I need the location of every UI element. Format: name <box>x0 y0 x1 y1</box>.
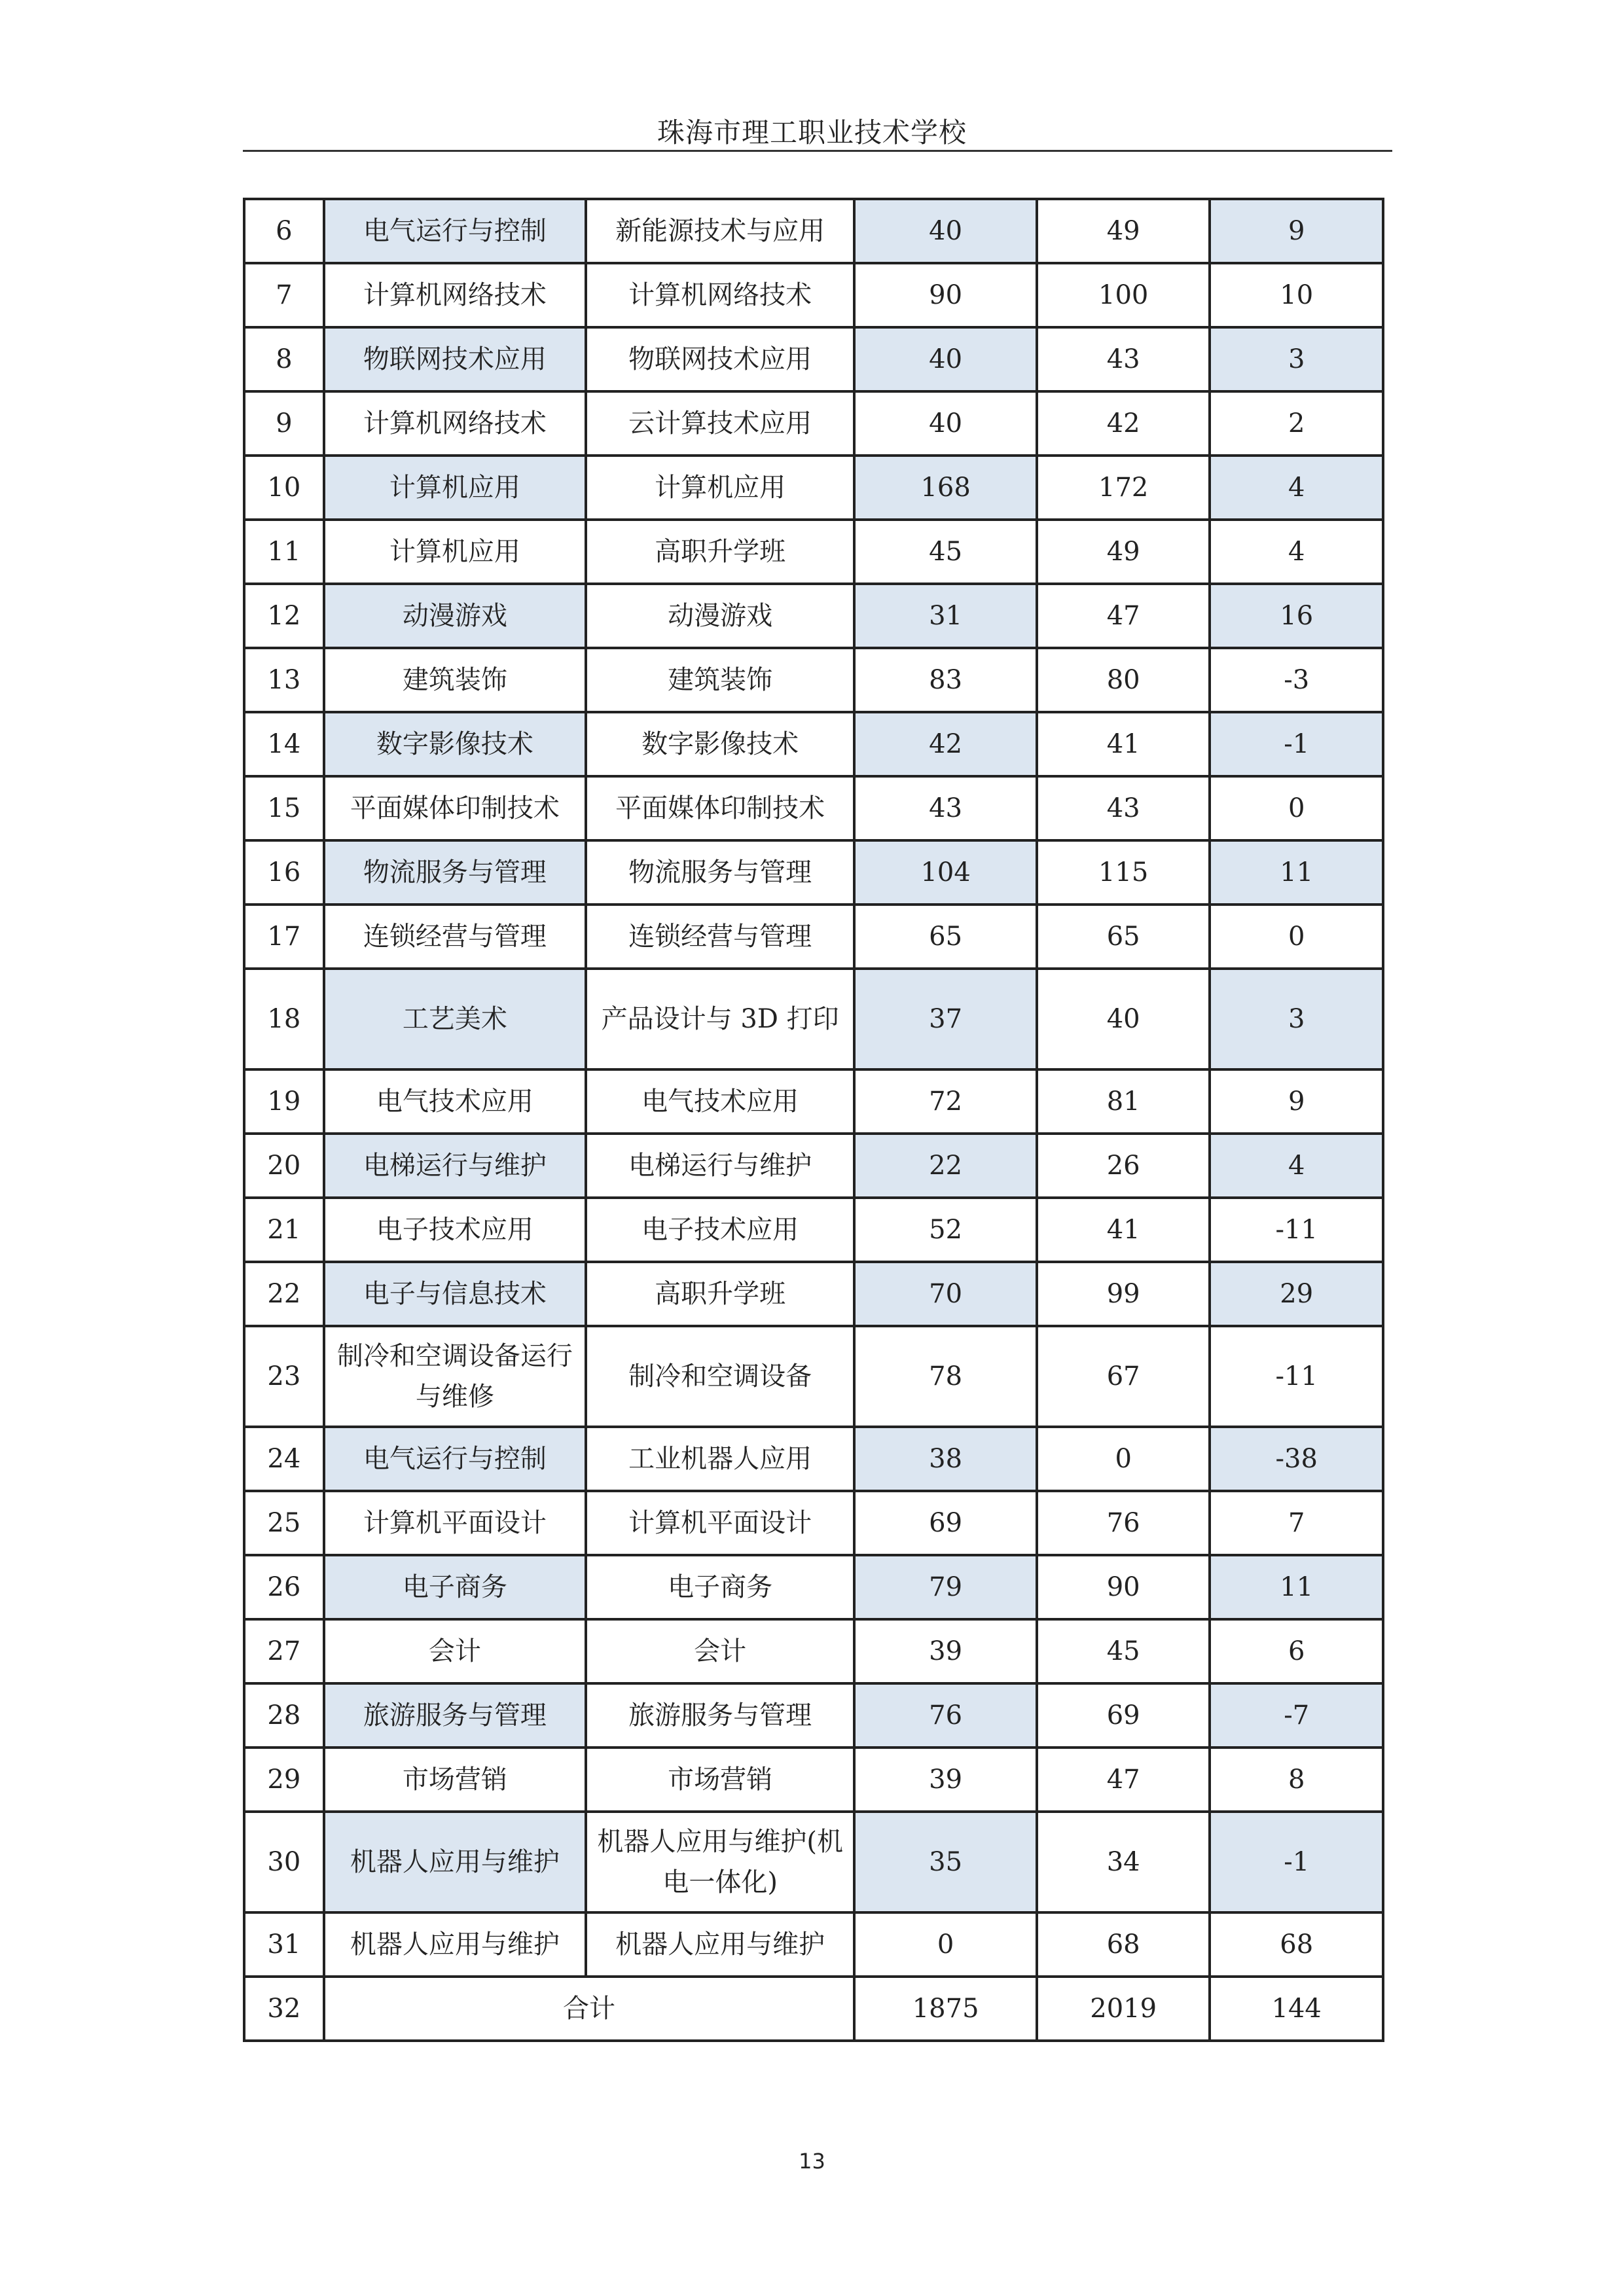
difference-cell: 11 <box>1210 840 1383 905</box>
major-cell: 数字影像技术 <box>324 712 586 776</box>
value-cell: 43 <box>854 776 1037 840</box>
table-row <box>244 648 1383 712</box>
row-number-cell: 10 <box>244 456 324 520</box>
value-cell: 41 <box>1037 712 1210 776</box>
direction-cell: 平面媒体印制技术 <box>586 776 854 840</box>
row-number-cell: 20 <box>244 1134 324 1198</box>
value-cell: 168 <box>854 456 1037 520</box>
major-cell: 平面媒体印制技术 <box>324 776 586 840</box>
row-number-cell: 24 <box>244 1427 324 1491</box>
table-row <box>244 1134 1383 1198</box>
difference-cell: -11 <box>1210 1326 1383 1427</box>
direction-cell: 计算机平面设计 <box>586 1491 854 1555</box>
table-row <box>244 1427 1383 1491</box>
value-cell: 38 <box>854 1427 1037 1491</box>
major-cell: 电子与信息技术 <box>324 1262 586 1326</box>
direction-cell: 物流服务与管理 <box>586 840 854 905</box>
difference-cell: 16 <box>1210 584 1383 648</box>
row-number-cell: 30 <box>244 1812 324 1912</box>
table-row <box>244 1555 1383 1619</box>
row-number-cell: 16 <box>244 840 324 905</box>
value-cell: 39 <box>854 1619 1037 1683</box>
value-cell: 43 <box>1037 776 1210 840</box>
direction-cell: 计算机网络技术 <box>586 263 854 327</box>
difference-cell: 7 <box>1210 1491 1383 1555</box>
row-number-cell: 32 <box>244 1977 324 2041</box>
value-cell: 2019 <box>1037 1977 1210 2041</box>
major-cell: 连锁经营与管理 <box>324 905 586 969</box>
direction-cell: 动漫游戏 <box>586 584 854 648</box>
difference-cell: 9 <box>1210 1069 1383 1134</box>
value-cell: 99 <box>1037 1262 1210 1326</box>
table-row <box>244 327 1383 391</box>
major-cell: 电子商务 <box>324 1555 586 1619</box>
difference-cell: 8 <box>1210 1748 1383 1812</box>
row-number-cell: 11 <box>244 520 324 584</box>
direction-cell: 高职升学班 <box>586 520 854 584</box>
value-cell: 31 <box>854 584 1037 648</box>
table-row <box>244 1683 1383 1748</box>
row-number-cell: 31 <box>244 1912 324 1977</box>
difference-cell: 6 <box>1210 1619 1383 1683</box>
row-number-cell: 12 <box>244 584 324 648</box>
direction-cell: 新能源技术与应用 <box>586 199 854 263</box>
value-cell: 100 <box>1037 263 1210 327</box>
value-cell: 104 <box>854 840 1037 905</box>
major-cell: 旅游服务与管理 <box>324 1683 586 1748</box>
value-cell: 45 <box>1037 1619 1210 1683</box>
value-cell: 0 <box>854 1912 1037 1977</box>
difference-cell: -3 <box>1210 648 1383 712</box>
table-row <box>244 1491 1383 1555</box>
difference-cell: -1 <box>1210 712 1383 776</box>
table-row <box>244 1326 1383 1427</box>
major-cell: 物流服务与管理 <box>324 840 586 905</box>
row-number-cell: 6 <box>244 199 324 263</box>
table-body <box>244 199 1383 2041</box>
row-number-cell: 26 <box>244 1555 324 1619</box>
value-cell: 65 <box>854 905 1037 969</box>
table-row <box>244 1748 1383 1812</box>
difference-cell: 9 <box>1210 199 1383 263</box>
value-cell: 70 <box>854 1262 1037 1326</box>
table-row <box>244 776 1383 840</box>
value-cell: 65 <box>1037 905 1210 969</box>
table-row <box>244 840 1383 905</box>
row-number-cell: 19 <box>244 1069 324 1134</box>
value-cell: 47 <box>1037 1748 1210 1812</box>
direction-cell: 机器人应用与维护(机电一体化) <box>586 1812 854 1912</box>
value-cell: 47 <box>1037 584 1210 648</box>
direction-cell: 云计算技术应用 <box>586 391 854 456</box>
value-cell: 42 <box>1037 391 1210 456</box>
value-cell: 81 <box>1037 1069 1210 1134</box>
value-cell: 43 <box>1037 327 1210 391</box>
row-number-cell: 14 <box>244 712 324 776</box>
row-number-cell: 8 <box>244 327 324 391</box>
value-cell: 83 <box>854 648 1037 712</box>
value-cell: 80 <box>1037 648 1210 712</box>
major-cell: 机器人应用与维护 <box>324 1812 586 1912</box>
major-cell: 电梯运行与维护 <box>324 1134 586 1198</box>
direction-cell: 市场营销 <box>586 1748 854 1812</box>
difference-cell: 0 <box>1210 905 1383 969</box>
enrollment-table <box>243 198 1384 2042</box>
row-number-cell: 9 <box>244 391 324 456</box>
value-cell: 72 <box>854 1069 1037 1134</box>
major-cell: 物联网技术应用 <box>324 327 586 391</box>
total-label-cell: 合计 <box>324 1977 855 2041</box>
value-cell: 67 <box>1037 1326 1210 1427</box>
row-number-cell: 21 <box>244 1198 324 1262</box>
row-number-cell: 15 <box>244 776 324 840</box>
value-cell: 40 <box>854 327 1037 391</box>
value-cell: 0 <box>1037 1427 1210 1491</box>
difference-cell: 68 <box>1210 1912 1383 1977</box>
table-row <box>244 1912 1383 1977</box>
row-number-cell: 13 <box>244 648 324 712</box>
direction-cell: 电子技术应用 <box>586 1198 854 1262</box>
major-cell: 计算机应用 <box>324 456 586 520</box>
table-row <box>244 584 1383 648</box>
direction-cell: 机器人应用与维护 <box>586 1912 854 1977</box>
direction-cell: 高职升学班 <box>586 1262 854 1326</box>
major-cell: 计算机平面设计 <box>324 1491 586 1555</box>
table-row <box>244 1812 1383 1912</box>
value-cell: 35 <box>854 1812 1037 1912</box>
direction-cell: 连锁经营与管理 <box>586 905 854 969</box>
value-cell: 52 <box>854 1198 1037 1262</box>
direction-cell: 建筑装饰 <box>586 648 854 712</box>
difference-cell: 29 <box>1210 1262 1383 1326</box>
major-cell: 动漫游戏 <box>324 584 586 648</box>
value-cell: 90 <box>1037 1555 1210 1619</box>
table-row <box>244 456 1383 520</box>
major-cell: 计算机应用 <box>324 520 586 584</box>
major-cell: 计算机网络技术 <box>324 391 586 456</box>
value-cell: 42 <box>854 712 1037 776</box>
major-cell: 电子技术应用 <box>324 1198 586 1262</box>
row-number-cell: 17 <box>244 905 324 969</box>
row-number-cell: 22 <box>244 1262 324 1326</box>
direction-cell: 产品设计与 3D 打印 <box>586 969 854 1069</box>
value-cell: 49 <box>1037 199 1210 263</box>
difference-cell: -7 <box>1210 1683 1383 1748</box>
row-number-cell: 23 <box>244 1326 324 1427</box>
major-cell: 会计 <box>324 1619 586 1683</box>
value-cell: 26 <box>1037 1134 1210 1198</box>
header-divider <box>243 150 1392 152</box>
value-cell: 68 <box>1037 1912 1210 1977</box>
major-cell: 建筑装饰 <box>324 648 586 712</box>
difference-cell: 4 <box>1210 1134 1383 1198</box>
header-title: 珠海市理工职业技术学校 <box>657 117 967 149</box>
direction-cell: 电子商务 <box>586 1555 854 1619</box>
page-number: 13 <box>799 2149 825 2174</box>
value-cell: 39 <box>854 1748 1037 1812</box>
row-number-cell: 25 <box>244 1491 324 1555</box>
major-cell: 市场营销 <box>324 1748 586 1812</box>
major-cell: 机器人应用与维护 <box>324 1912 586 1977</box>
value-cell: 1875 <box>854 1977 1037 2041</box>
value-cell: 45 <box>854 520 1037 584</box>
difference-cell: 4 <box>1210 456 1383 520</box>
total-row <box>244 1977 1383 2041</box>
difference-cell: 10 <box>1210 263 1383 327</box>
direction-cell: 计算机应用 <box>586 456 854 520</box>
row-number-cell: 28 <box>244 1683 324 1748</box>
direction-cell: 电梯运行与维护 <box>586 1134 854 1198</box>
difference-cell: -11 <box>1210 1198 1383 1262</box>
difference-cell: 0 <box>1210 776 1383 840</box>
major-cell: 电气技术应用 <box>324 1069 586 1134</box>
table-row <box>244 1262 1383 1326</box>
direction-cell: 工业机器人应用 <box>586 1427 854 1491</box>
difference-cell: -38 <box>1210 1427 1383 1491</box>
difference-cell: -1 <box>1210 1812 1383 1912</box>
table-row <box>244 263 1383 327</box>
direction-cell: 制冷和空调设备 <box>586 1326 854 1427</box>
table-row <box>244 1069 1383 1134</box>
value-cell: 40 <box>1037 969 1210 1069</box>
direction-cell: 会计 <box>586 1619 854 1683</box>
row-number-cell: 27 <box>244 1619 324 1683</box>
row-number-cell: 18 <box>244 969 324 1069</box>
value-cell: 34 <box>1037 1812 1210 1912</box>
value-cell: 69 <box>854 1491 1037 1555</box>
major-cell: 电气运行与控制 <box>324 1427 586 1491</box>
direction-cell: 物联网技术应用 <box>586 327 854 391</box>
value-cell: 79 <box>854 1555 1037 1619</box>
value-cell: 69 <box>1037 1683 1210 1748</box>
difference-cell: 4 <box>1210 520 1383 584</box>
direction-cell: 数字影像技术 <box>586 712 854 776</box>
difference-cell: 3 <box>1210 327 1383 391</box>
major-cell: 制冷和空调设备运行与维修 <box>324 1326 586 1427</box>
difference-cell: 3 <box>1210 969 1383 1069</box>
table-row <box>244 712 1383 776</box>
table-row <box>244 391 1383 456</box>
table-row <box>244 199 1383 263</box>
row-number-cell: 7 <box>244 263 324 327</box>
value-cell: 90 <box>854 263 1037 327</box>
value-cell: 172 <box>1037 456 1210 520</box>
difference-cell: 144 <box>1210 1977 1383 2041</box>
direction-cell: 电气技术应用 <box>586 1069 854 1134</box>
value-cell: 40 <box>854 199 1037 263</box>
value-cell: 76 <box>854 1683 1037 1748</box>
value-cell: 40 <box>854 391 1037 456</box>
value-cell: 37 <box>854 969 1037 1069</box>
value-cell: 76 <box>1037 1491 1210 1555</box>
row-number-cell: 29 <box>244 1748 324 1812</box>
major-cell: 计算机网络技术 <box>324 263 586 327</box>
value-cell: 115 <box>1037 840 1210 905</box>
table-row <box>244 905 1383 969</box>
value-cell: 41 <box>1037 1198 1210 1262</box>
value-cell: 22 <box>854 1134 1037 1198</box>
value-cell: 78 <box>854 1326 1037 1427</box>
major-cell: 电气运行与控制 <box>324 199 586 263</box>
difference-cell: 11 <box>1210 1555 1383 1619</box>
difference-cell: 2 <box>1210 391 1383 456</box>
table-row <box>244 1619 1383 1683</box>
table-row <box>244 1198 1383 1262</box>
direction-cell: 旅游服务与管理 <box>586 1683 854 1748</box>
major-cell: 工艺美术 <box>324 969 586 1069</box>
table-row <box>244 520 1383 584</box>
value-cell: 49 <box>1037 520 1210 584</box>
table-row <box>244 969 1383 1069</box>
